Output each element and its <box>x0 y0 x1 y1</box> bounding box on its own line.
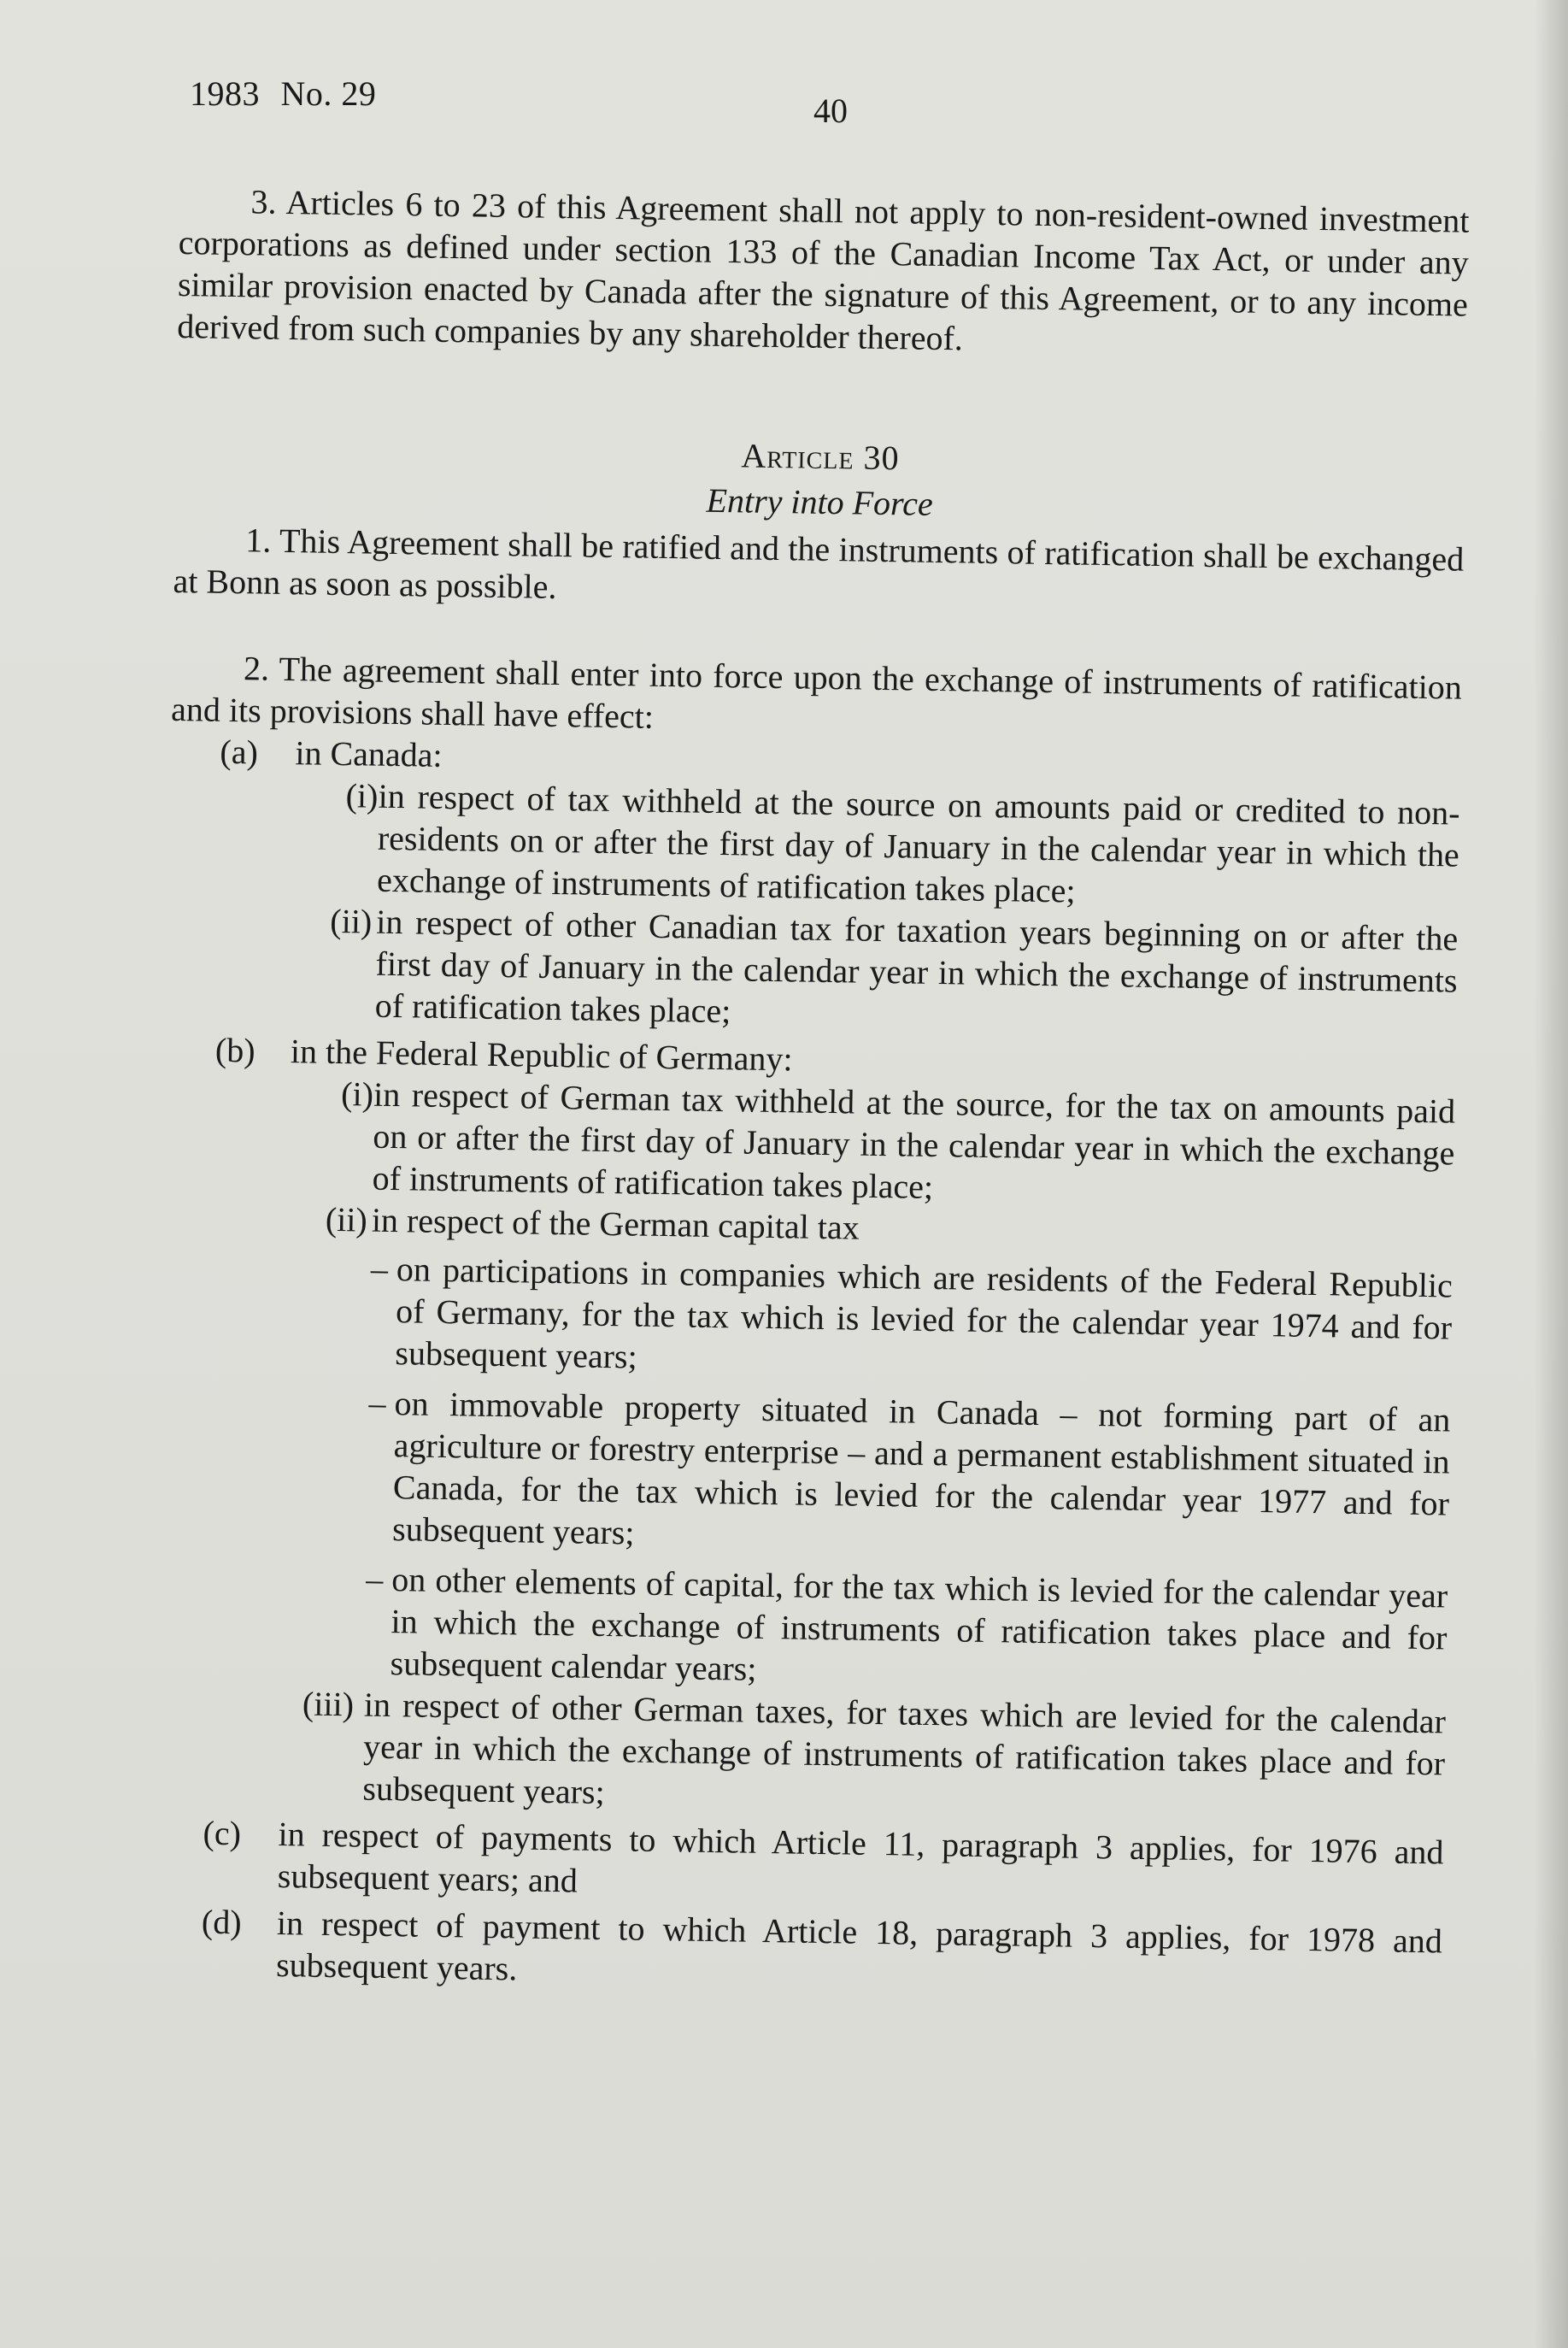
clause-a-ii-label: (ii) <box>330 901 373 941</box>
dash-mark-3: – <box>365 1559 384 1598</box>
clause-d <box>151 1900 1442 2004</box>
clause-a-i-text: in respect of tax withheld at the source on amounts paid or credited to non-residents on or after the first day of January in the calendar year in which the exchange of instruments of ratification takes place; <box>376 776 1460 910</box>
page-header <box>190 74 376 114</box>
clause-a-ii-text: in respect of other Canadian tax for taxation years beginning on or after the first day of January in the calendar year in which the exchange of instruments of ratification takes place; <box>374 902 1459 1031</box>
clause-a-label: (a) <box>220 732 259 772</box>
clause-b-iii-label: (iii) <box>302 1684 355 1724</box>
dash-mark-2: – <box>368 1383 386 1422</box>
paragraph-3: 3. Articles 6 to 23 of this Agreement shall not apply to non-resident-owned investment corporations as defined under section 133 of the Canadian Income Tax Act, or under any similar provision enacted by Canada after the signature of this Agreement, or to any income derived from such companies by any shareholder thereof. <box>176 182 1470 358</box>
dash-text-2: on immovable property situated in Canada – not forming part of an agriculture or forestry enterprise – and a permanent establishment situated in Canada, for the tax which is levied for the calendar year 1977 and for subsequent years; <box>391 1384 1451 1552</box>
dash-item-1 <box>161 1245 1453 1391</box>
clause-b-i-label: (i) <box>340 1074 374 1114</box>
paragraph-2: 2. The agreement shall enter into force upon the exchange of instruments of ratification and its provisions shall have effect: <box>170 649 1463 736</box>
header-year: 1983 <box>190 74 260 113</box>
page-number: 40 <box>813 91 848 130</box>
clause-d-label: (d) <box>201 1902 242 1942</box>
clause-b-i-text: in respect of German tax withheld at the source, for the tax on amounts paid on or after the first day of January in the calendar year in which the exchange of instruments of ratification takes place; <box>372 1074 1456 1206</box>
page-edge-shadow <box>1534 0 1568 2348</box>
clause-a-i-label: (i) <box>345 776 379 815</box>
clause-b-i <box>163 1070 1455 1216</box>
paragraph-1: 1. This Agreement shall be ratified and the instruments of ratification shall be exchanged at Bonn as soon as possible. <box>173 521 1465 606</box>
clause-a-i <box>168 772 1460 918</box>
clause-a-ii <box>166 897 1458 1044</box>
article-title: Article 30 <box>741 436 900 478</box>
dash-item-2 <box>158 1379 1451 1567</box>
dash-text-3: on other elements of capital, for the tax which is levied for the calendar year in which the exchange of instruments of ratification takes place and for subsequent calendar years; <box>390 1560 1448 1688</box>
clause-c <box>152 1811 1443 1915</box>
document-body <box>151 179 1470 2004</box>
dash-item-3 <box>156 1555 1448 1701</box>
dash-mark-1: – <box>370 1249 389 1288</box>
dash-text-1: on participations in companies which are residents of the Federal Republic of Germany, for the tax which is levied for the calendar year 1974 and for subsequent years; <box>395 1250 1453 1376</box>
clause-c-text: in respect of payments to which Article 11, paragraph 3 applies, for 1976 and subsequent years; and <box>277 1815 1444 1900</box>
clause-d-text: in respect of payment to which Article 18, paragraph 3 applies, for 1978 and subsequent years. <box>275 1904 1443 1988</box>
header-number: No. 29 <box>280 74 377 113</box>
article-subtitle: Entry into Force <box>706 480 934 523</box>
clause-b-ii-text: in respect of the German capital tax <box>371 1200 860 1247</box>
clause-b-ii-label: (ii) <box>325 1199 368 1239</box>
clause-b-iii-text: in respect of other German taxes, for taxes which are levied for the calendar year in which the exchange of instruments of ratification takes place and for subsequent years; <box>362 1685 1447 1812</box>
clause-b-iii <box>154 1680 1446 1827</box>
clause-b-label: (b) <box>214 1030 255 1070</box>
clause-c-label: (c) <box>203 1813 242 1853</box>
clause-a-text: in Canada: <box>295 733 443 774</box>
clause-b-text: in the Federal Republic of Germany: <box>290 1032 793 1079</box>
